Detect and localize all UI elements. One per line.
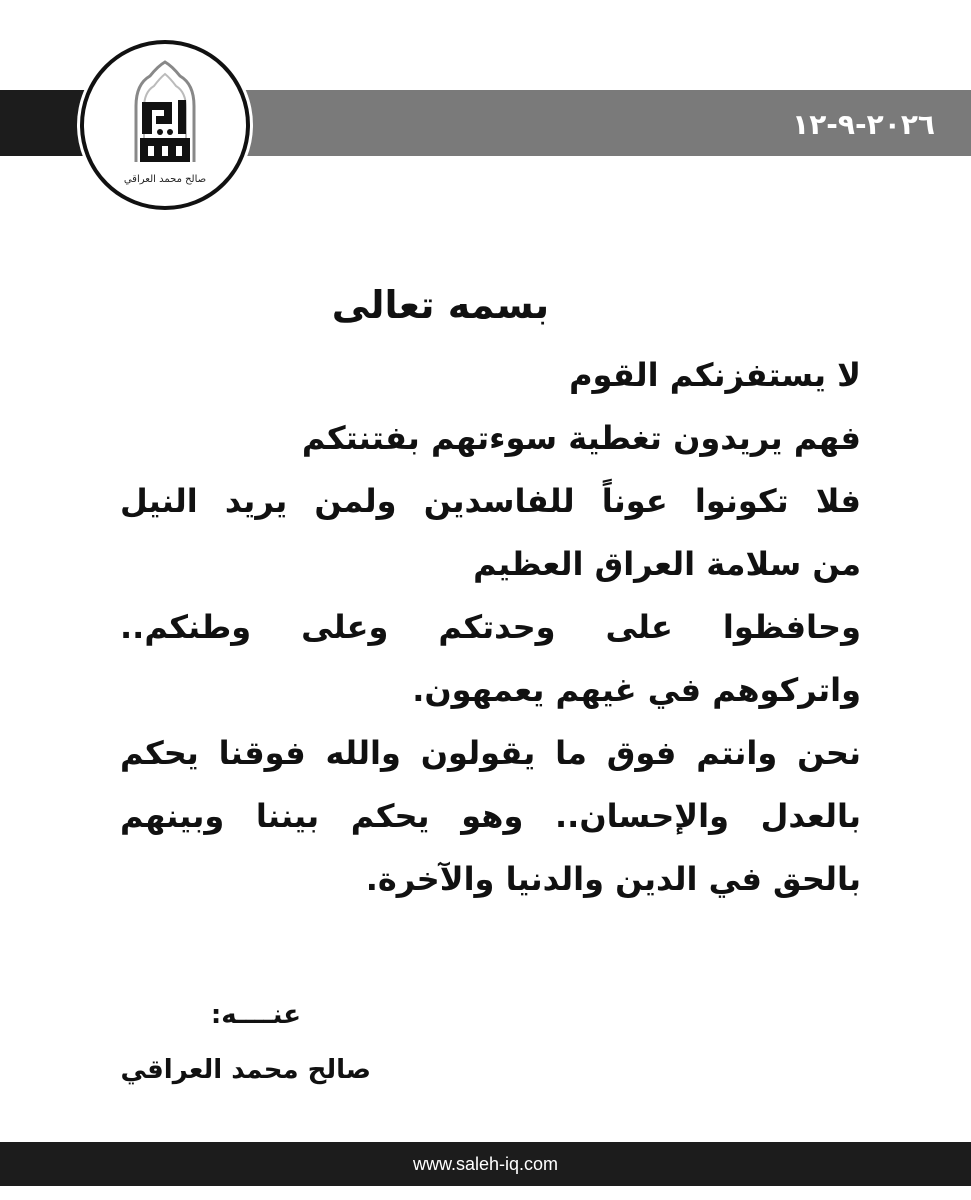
- statement-heading: بسمه تعالى: [331, 283, 550, 327]
- statement-line: فلا تكونوا عوناً للفاسدين ولمن يريد النيل: [120, 482, 861, 520]
- logo-caption: صالح محمد العراقي: [123, 174, 207, 185]
- statement-line: لا يستفزنكم القوم: [569, 356, 861, 394]
- signature-label: عنــــه:: [210, 1000, 301, 1030]
- logo-badge: [80, 40, 250, 210]
- website-link[interactable]: www.saleh-iq.com: [412, 1154, 559, 1174]
- statement-line: من سلامة العراق العظيم: [473, 545, 861, 583]
- footer-bar: [0, 1142, 971, 1186]
- statement-line: واتركوهم في غيهم يعمهون.: [412, 671, 861, 709]
- statement-line: بالحق في الدين والدنيا والآخرة.: [365, 860, 861, 898]
- signature-name: صالح محمد العراقي: [120, 1055, 371, 1085]
- statement-line: نحن وانتم فوق ما يقولون والله فوقنا يحكم: [120, 734, 861, 772]
- statement-line: فهم يريدون تغطية سوءتهم بفتنتكم: [301, 419, 861, 457]
- statement-line: بالعدل والإحسان.. وهو يحكم بيننا وبينهم: [120, 797, 861, 835]
- date-label: ٢٠٢٦-٩-١٢: [792, 108, 935, 141]
- statement-line: وحافظوا على وحدتكم وعلى وطنكم..: [120, 608, 861, 646]
- statement-body: [120, 270, 861, 911]
